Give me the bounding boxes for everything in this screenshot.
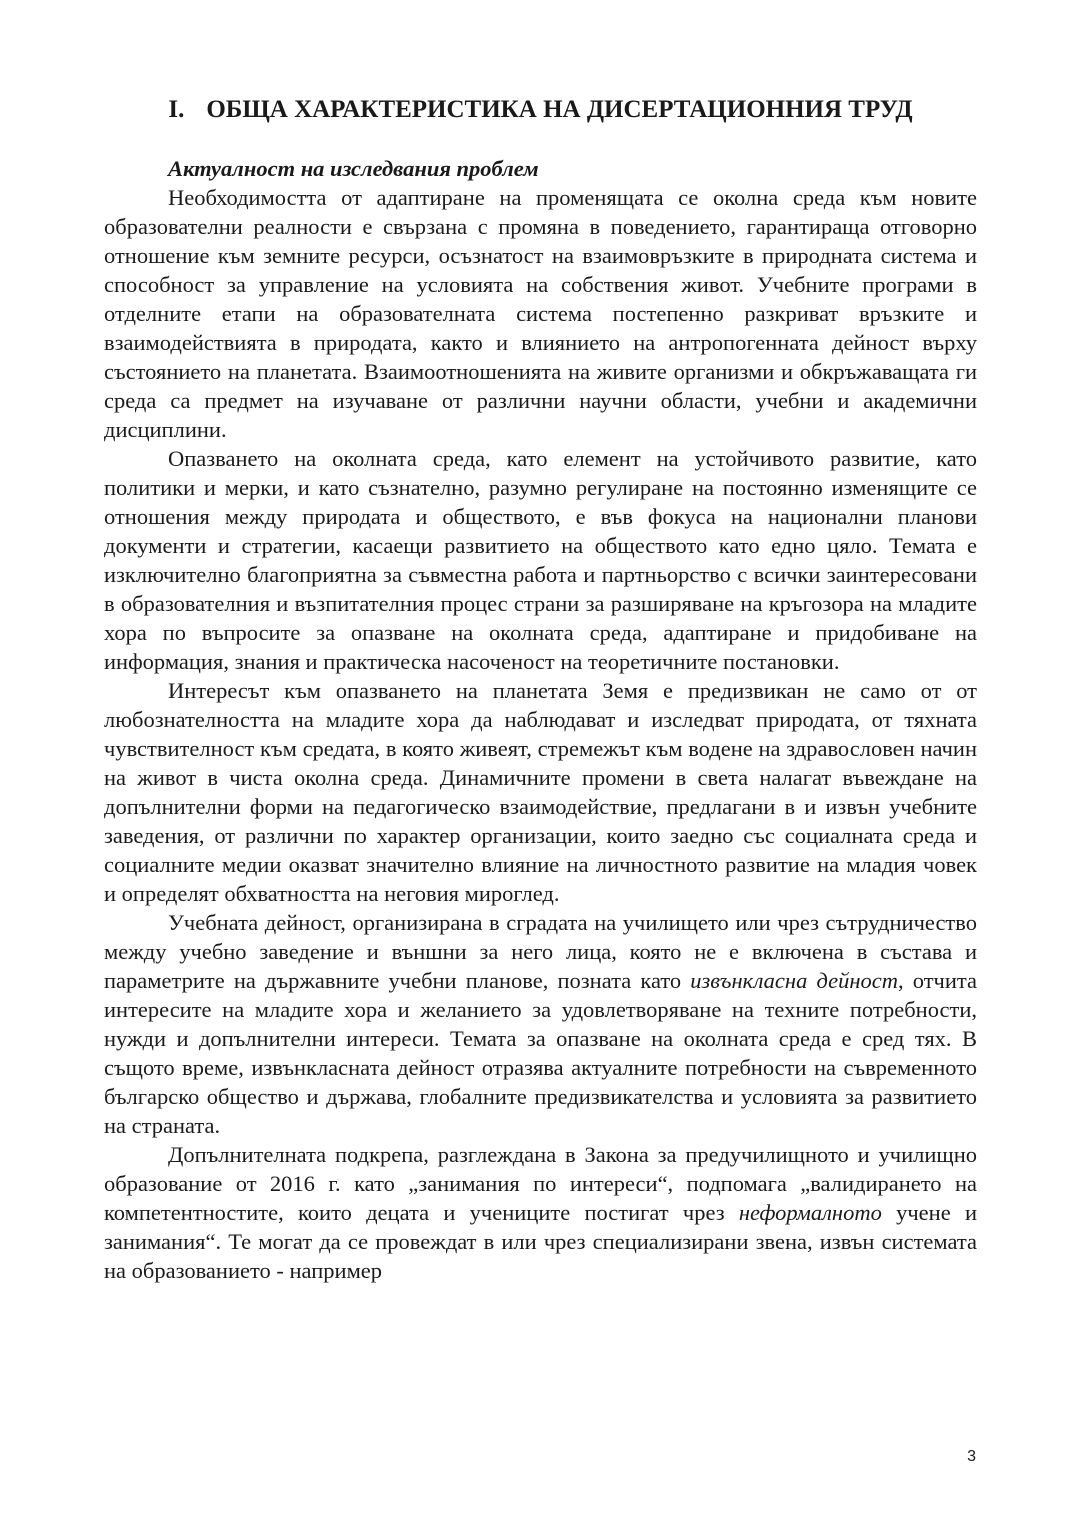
- chapter-heading: [104, 92, 977, 128]
- paragraph-4-text-b: , отчита интересите на младите хора и желанието за удовлетворяване на техните потребности, нужди и допълнителни интереси. Темата за опазване на околната среда е сред тях. В същото време, извънкласната дейност отразява актуалните потребности на съвременното българско общество и държава, глобалните предизвикателства и условията за развитието на страната.: [104, 968, 978, 1138]
- document-page: [104, 92, 977, 1285]
- page-number: 3: [967, 1448, 976, 1465]
- paragraph-5-emphasis: неформалното: [738, 1200, 882, 1225]
- paragraph-1: Необходимостта от адаптиране на променящата се околна среда към новите образователни реалности е свързана с промяна в поведението, гарантираща отговорно отношение към земните ресурси, осъзнатост на взаимовръзките в природната система и способност за управление на условията на собствения живот. Учебните програми в отделните етапи на образователната система постепенно разкриват връзките и взаимодействията в природата, както и влиянието на антропогенната дейност върху състоянието на планетата. Взаимоотношенията на живите организми и обкръжаващата ги среда са предмет на изучаване от различни научни области, учебни и академични дисциплини.: [104, 185, 977, 442]
- paragraph-5-text-b: учене и занимания“. Те могат да се провеждат в или чрез специализирани звена, извън системата на образованието - например: [104, 1200, 977, 1283]
- chapter-title: ОБЩА ХАРАКТЕРИСТИКА НА ДИСЕРТАЦИОННИЯ ТРУД: [206, 96, 913, 123]
- chapter-number: I.: [168, 96, 185, 123]
- paragraph-3: Интересът към опазването на планетата Земя е предизвикан не само от от любознателността на младите хора да наблюдават и изследват природата, от тяхната чувствителност към средата, в която живеят, стремежът към водене на здравословен начин на живот в чиста околна среда. Динамичните промени в света налагат въвеждане на допълнителни форми на педагогическо взаимодействие, предлагани в и извън учебните заведения, от различни по характер организации, които заедно със социалната среда и социалните медии оказват значително влияние на личностното развитие на младия човек и определят обхватността на неговия мироглед.: [104, 678, 977, 906]
- paragraph-4: [104, 908, 977, 1140]
- paragraph-4-emphasis: извънкласна дейност: [690, 968, 899, 993]
- paragraph-2: Опазването на околната среда, като елемент на устойчивото развитие, като политики и мерки, и като съзнателно, разумно регулиране на постоянно изменящите се отношения между природата и обществото, е във фокуса на национални планови документи и стратегии, касаещи развитието на обществото като едно цяло. Темата е изключително благоприятна за съвместна работа и партньорство с всички заинтересовани в образователния и възпитателния процес страни за разширяване на кръгозора на младите хора по въпросите за опазване на околната среда, адаптиране и придобиване на информация, знания и практическа насоченост на теоретичните постановки.: [104, 446, 977, 674]
- section-subheading: Актуалност на изследвания проблем: [168, 156, 539, 181]
- paragraph-4-text-a: Учебната дейност, организирана в сградата на училището или чрез сътрудничество между учебно заведение и външни за него лица, която не е включена в състава и параметрите на държавните учебни планове, позната като: [104, 910, 977, 993]
- paragraph-5-text-a: Допълнителната подкрепа, разглеждана в Закона за предучилищното и училищно образование от 2016 г. като „занимания по интереси“, подпомага „валидирането на компетентностите, които децата и учениците постигат чрез: [104, 1142, 977, 1225]
- paragraph-5: [104, 1140, 977, 1285]
